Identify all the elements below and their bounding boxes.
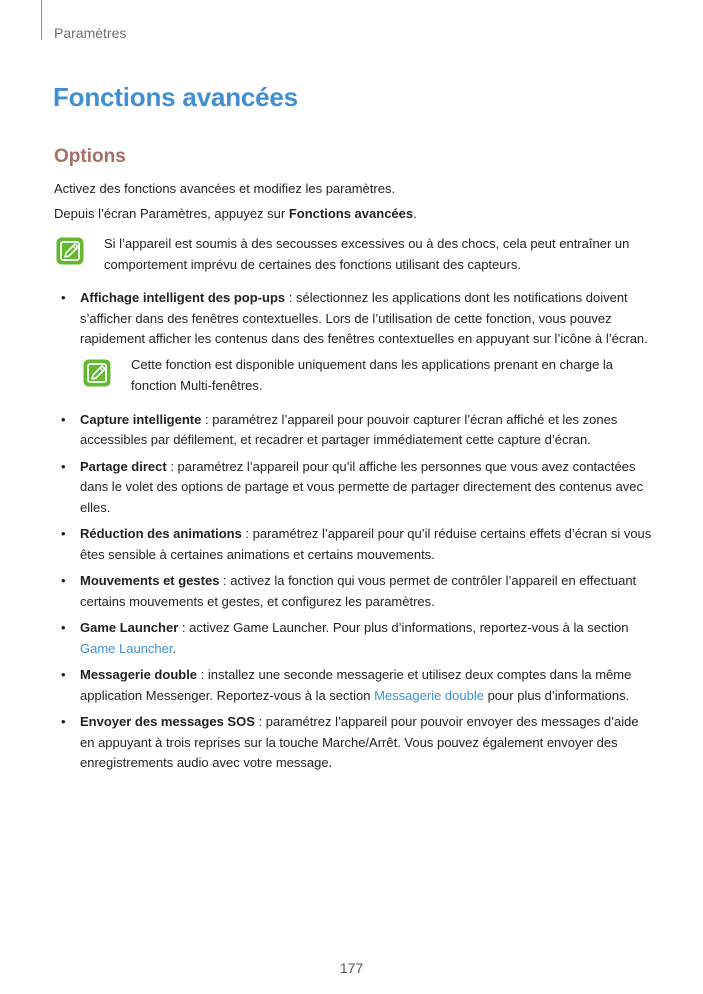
options-list xyxy=(54,288,654,780)
list-item: • Capture intelligente : paramétrez l’appareil pour pouvoir capturer l’écran affiché et les zones accessibles par défilement, et recadrer et partager immédiatement cette capture d’écran. xyxy=(61,411,618,447)
list-item: • Affichage intelligent des pop-ups : sélectionnez les applications dont les notifications doivent s’afficher dans des fenêtres contextuelles. Lors de l’utilisation de cette fonction, vous pouvez rapidement afficher les contenus dans des fenêtres contextuelles en appuyant sur l’icône à l’écran. xyxy=(61,290,648,346)
link-game-launcher[interactable]: Game Launcher xyxy=(80,640,173,656)
menu-path-bold: Fonctions avancées xyxy=(288,206,414,221)
link-messagerie-double[interactable]: Messagerie double xyxy=(374,687,484,703)
list-item: • Envoyer des messages SOS : paramétrez l’appareil pour pouvoir envoyer des messages d’aide en appuyant à trois reprises sur la touche Marche/Arrêt. Vous pouvez également envoyer des enregistrements audio avec votre message. xyxy=(61,714,639,770)
page-title: Fonctions avancées xyxy=(53,82,298,112)
note-multiwindow-block xyxy=(54,356,654,402)
note-multiwindow: Cette fonction est disponible uniquement dans les applications prenant en charge la fonction Multi-fenêtres. xyxy=(131,356,614,393)
list-item: • Messagerie double : installez une seconde messagerie et utilisez deux comptes dans la même application Messenger. Reportez-vous à la section Messagerie double pour plus d’informations. xyxy=(61,667,632,703)
intro-line-2: Depuis l’écran Paramètres, appuyez sur Fonctions avancées. xyxy=(54,206,417,221)
note-pencil-icon xyxy=(82,358,112,388)
section-title: Options xyxy=(54,146,126,167)
note-pencil-icon xyxy=(55,236,85,266)
note-sensors: Si l’appareil est soumis à des secousses excessives ou à des chocs, cela peut entraîner un comportement imprévu de certaines des fonctions utilisant des capteurs. xyxy=(104,236,630,272)
list-item: • Mouvements et gestes : activez la fonction qui vous permet de contrôler l’appareil en effectuant certains mouvements et gestes, et configurez les paramètres. xyxy=(61,573,637,609)
header-section-label: Paramètres xyxy=(54,25,127,41)
header-divider xyxy=(41,0,42,40)
intro-line-1: Activez des fonctions avancées et modifiez les paramètres. xyxy=(54,181,396,196)
page-number: 177 xyxy=(339,960,364,976)
list-item: • Partage direct : paramétrez l’appareil pour qu’il affiche les personnes que vous avez contactées dans le volet des options de partage et vous permette de partager directement des contenus avec elles. xyxy=(61,458,643,515)
list-item: • Réduction des animations : paramétrez l’appareil pour qu’il réduise certains effets d’écran si vous êtes sensible à certaines animations et certains mouvements. xyxy=(61,526,652,562)
list-item: • Game Launcher : activez Game Launcher. Pour plus d’informations, reportez-vous à la section Game Launcher. xyxy=(61,620,629,656)
